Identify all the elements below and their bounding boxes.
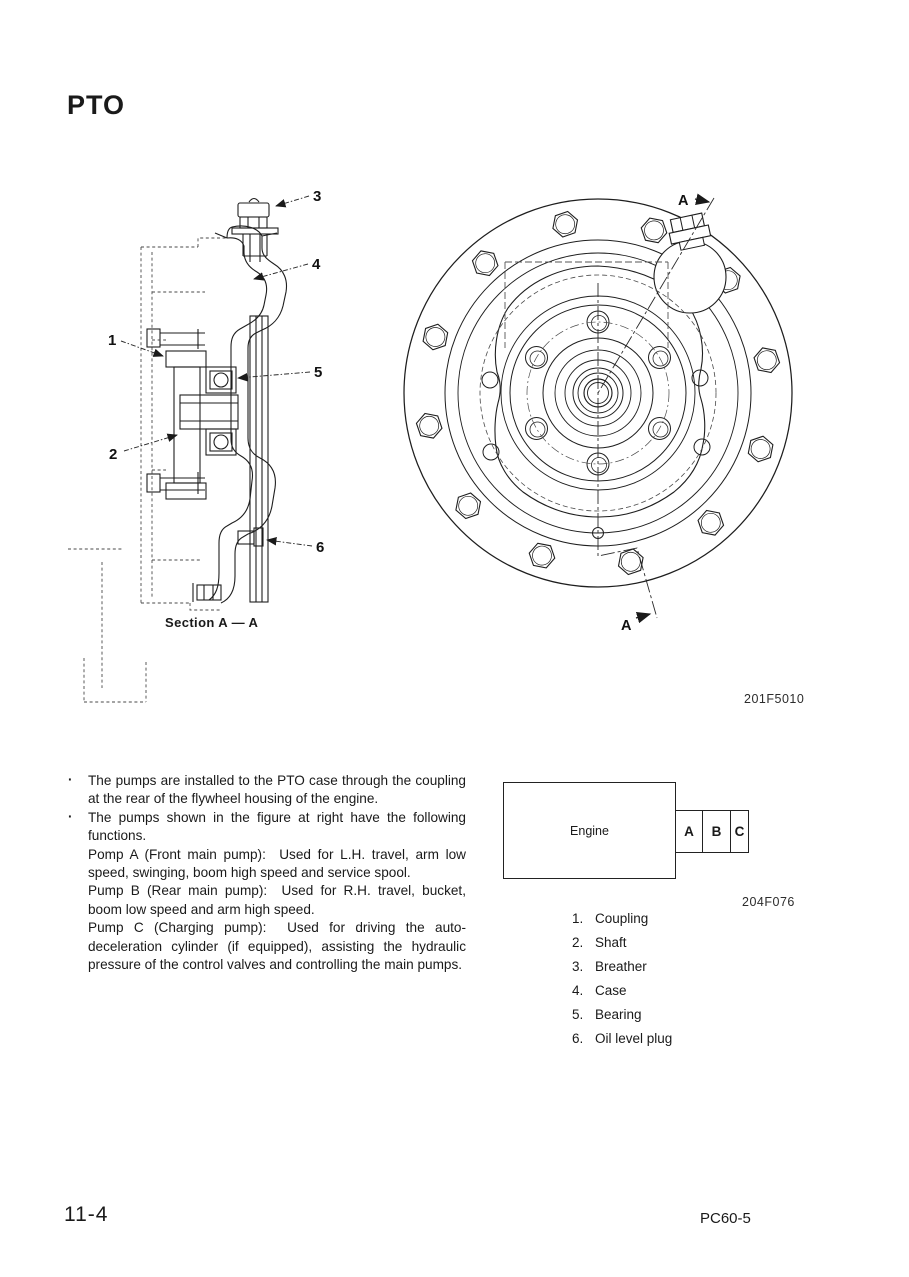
- parts-list: [572, 911, 672, 1055]
- parts-list-item: [572, 935, 672, 959]
- bullet-paragraph: · The pumps shown in the figure at right have the following functions.: [66, 809, 466, 846]
- callout-1: 1: [108, 332, 117, 349]
- hidden-lines: [68, 238, 227, 702]
- section-label-top: A: [678, 193, 689, 209]
- page-title: PTO: [67, 90, 126, 120]
- page-number: 11-4: [64, 1203, 109, 1226]
- parts-list-item: [572, 983, 672, 1007]
- part-label: Shaft: [595, 935, 627, 950]
- pump-b-label: B: [711, 824, 722, 839]
- cross-section-linework: [147, 199, 287, 604]
- callout-6: 6: [316, 539, 325, 556]
- body-text: [66, 772, 470, 974]
- bullet-paragraph: · The pumps are installed to the PTO case through the coupling at the rear of the flywheel housing of the engine.: [66, 772, 466, 809]
- part-label: Coupling: [595, 911, 649, 926]
- part-number: 3.: [572, 959, 584, 974]
- pump-box-b: [702, 810, 731, 853]
- engine-box: [503, 782, 676, 879]
- parts-list-item: [572, 911, 672, 935]
- parts-list-item: [572, 1007, 672, 1031]
- pto-front-view-diagram: [385, 155, 825, 660]
- pump-b-paragraph: Pump B (Rear main pump): Used for R.H. travel, bucket, boom low speed and arm high speed.: [88, 883, 470, 917]
- engine-label: Engine: [570, 823, 609, 838]
- callout-5: 5: [314, 364, 323, 381]
- pump-c-label: C: [734, 824, 745, 839]
- callout-2: 2: [109, 446, 118, 463]
- part-label: Oil level plug: [595, 1031, 673, 1046]
- part-number: 2.: [572, 935, 584, 950]
- model-number: PC60-5: [700, 1210, 751, 1227]
- pump-a-label: A: [684, 824, 694, 839]
- pump-box-a: [675, 810, 703, 853]
- parts-list-item: [572, 959, 672, 983]
- pump-box-c: [730, 810, 749, 853]
- part-number: 5.: [572, 1007, 584, 1022]
- callout-labels: [108, 188, 324, 556]
- parts-list-item: [572, 1031, 672, 1055]
- section-caption: Section A — A: [165, 615, 259, 630]
- figure-number-204F076: 204F076: [742, 895, 795, 909]
- pump-c-paragraph: Pump C (Charging pump): Used for driving the auto-deceleration cylinder (if equipped), assisting the hydraulic pressure of the control valves and controlling the main pumps.: [88, 920, 470, 973]
- callout-4: 4: [312, 256, 321, 273]
- part-number: 6.: [572, 1031, 584, 1046]
- pto-section-diagram: [55, 170, 367, 718]
- section-label-bottom: A: [621, 618, 632, 634]
- pump-a-paragraph: Pomp A (Front main pump): Used for L.H. travel, arm low speed, swinging, boom high speed and service spool.: [88, 846, 470, 881]
- part-label: Bearing: [595, 1007, 642, 1022]
- part-label: Case: [595, 983, 627, 998]
- part-label: Breather: [595, 959, 647, 974]
- callout-3: 3: [313, 188, 322, 205]
- part-number: 1.: [572, 911, 584, 926]
- figure-number-201F5010: 201F5010: [744, 692, 805, 706]
- part-number: 4.: [572, 983, 584, 998]
